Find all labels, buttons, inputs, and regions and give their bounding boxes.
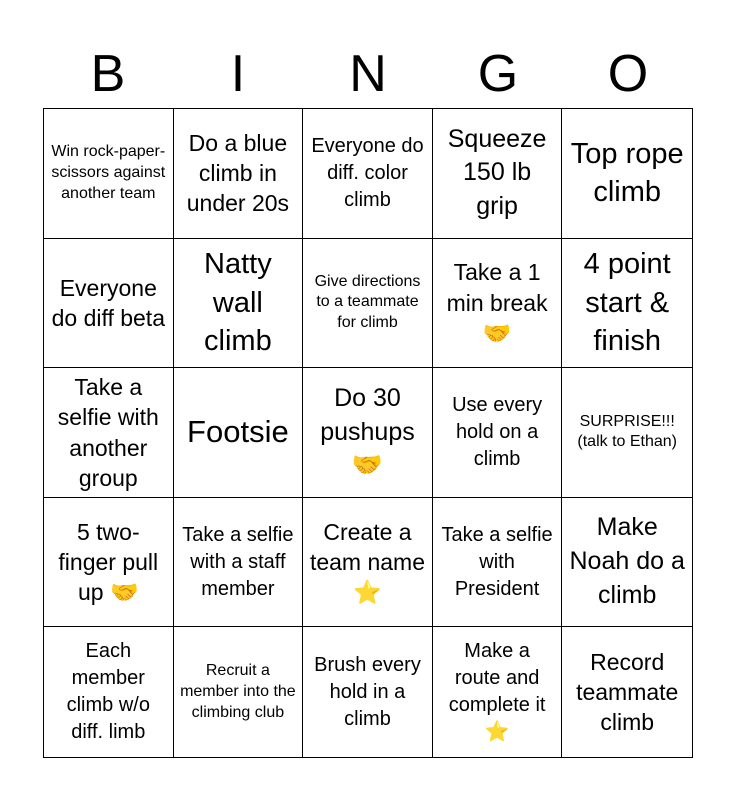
bingo-cell[interactable] <box>44 239 174 369</box>
cell-text: Make a route and complete it ⭐ <box>448 640 546 744</box>
cell-text: Create a team name ⭐ <box>309 518 426 606</box>
cell-text: Footsie <box>187 414 289 450</box>
bingo-cell[interactable] <box>174 368 304 498</box>
bingo-cell[interactable] <box>562 498 692 628</box>
bingo-cell[interactable] <box>44 109 174 239</box>
bingo-header <box>43 40 693 108</box>
bingo-cell[interactable] <box>433 368 563 498</box>
cell-text: SURPRISE!!! (talk to Ethan) <box>577 412 677 451</box>
bingo-cell[interactable] <box>562 239 692 369</box>
bingo-cell[interactable] <box>562 627 692 757</box>
cell-text: Brush every hold in a climb <box>314 653 421 730</box>
cell-text: 4 point start & finish <box>583 248 671 358</box>
cell-text: Everyone do diff. color climb <box>311 134 424 211</box>
cell-text: Do 30 pushups 🤝 <box>320 383 415 480</box>
bingo-board <box>43 108 693 758</box>
bingo-cell[interactable] <box>433 239 563 369</box>
bingo-cell[interactable] <box>433 498 563 628</box>
cell-text: Use every hold on a climb <box>452 393 543 470</box>
bingo-cell[interactable] <box>303 368 433 498</box>
header-letter-g: G <box>477 45 519 103</box>
bingo-cell[interactable] <box>44 498 174 628</box>
header-letter-n: N <box>349 45 387 103</box>
cell-text: Top rope climb <box>570 137 684 209</box>
cell-text: Do a blue climb in under 20s <box>186 129 290 217</box>
header-letter-i: I <box>230 45 246 103</box>
bingo-cell[interactable] <box>562 109 692 239</box>
bingo-cell[interactable] <box>174 498 304 628</box>
cell-text: Each member climb w/o diff. limb <box>66 640 150 744</box>
header-letter-o: O <box>607 45 649 103</box>
bingo-cell[interactable] <box>562 368 692 498</box>
cell-text: Take a selfie with another group <box>57 373 159 491</box>
cell-text: Natty wall climb <box>204 248 272 358</box>
cell-text: Take a 1 min break 🤝 <box>446 259 548 347</box>
cell-text: Take a selfie with President <box>441 523 553 600</box>
cell-text: Give directions to a teammate for climb <box>314 272 421 332</box>
bingo-cell[interactable] <box>303 239 433 369</box>
bingo-cell[interactable] <box>303 109 433 239</box>
cell-text: Take a selfie with a staff member <box>182 523 294 600</box>
bingo-cell[interactable] <box>44 368 174 498</box>
bingo-cell[interactable] <box>303 627 433 757</box>
bingo-cell[interactable] <box>303 498 433 628</box>
cell-text: Squeeze 150 lb grip <box>447 124 547 221</box>
cell-text: Recruit a member into the climbing club <box>180 662 296 721</box>
cell-text: Record teammate climb <box>576 648 679 736</box>
bingo-cell[interactable] <box>44 627 174 757</box>
cell-text: 5 two-finger pull up 🤝 <box>58 518 159 606</box>
bingo-cell[interactable] <box>174 109 304 239</box>
header-letter-b: B <box>90 45 126 103</box>
bingo-cell[interactable] <box>174 627 304 757</box>
bingo-cell[interactable] <box>433 109 563 239</box>
cell-text: Win rock-paper-scissors against another team <box>51 143 166 202</box>
cell-text: Everyone do diff beta <box>51 274 165 331</box>
bingo-cell[interactable] <box>174 239 304 369</box>
cell-text: Make Noah do a climb <box>569 513 685 609</box>
bingo-cell[interactable] <box>433 627 563 757</box>
